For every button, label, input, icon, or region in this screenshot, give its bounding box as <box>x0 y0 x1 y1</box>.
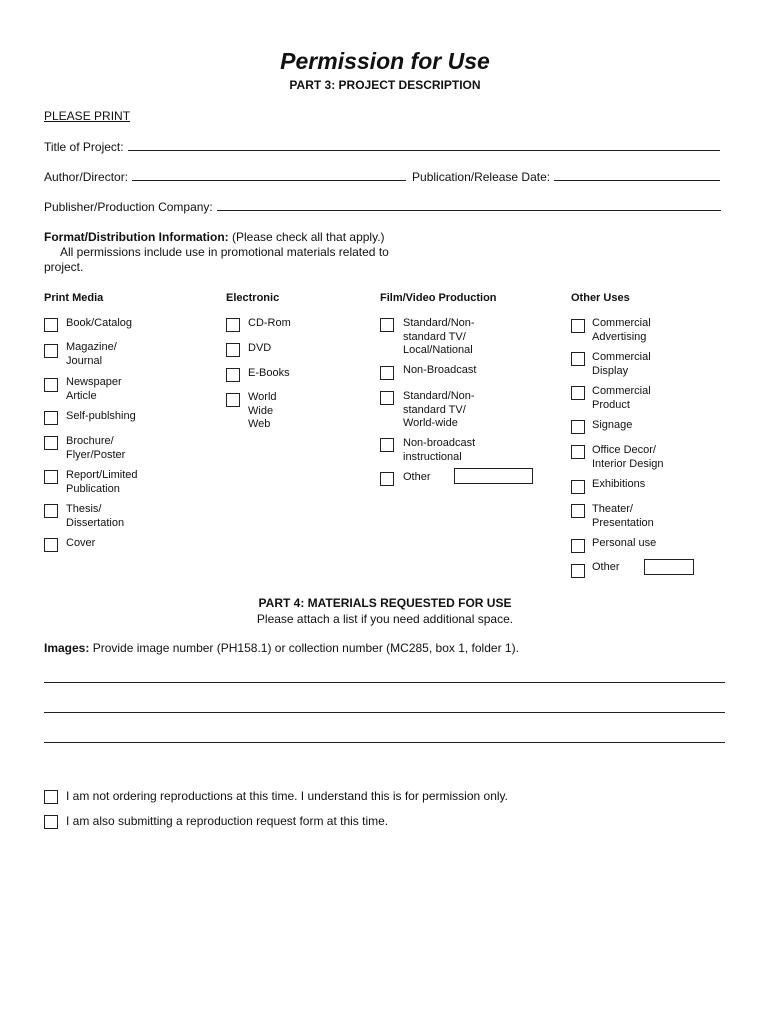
publisher-row <box>44 199 721 214</box>
checkbox-film-other[interactable] <box>380 472 394 486</box>
checkbox-newspaper-article[interactable] <box>44 378 58 392</box>
label-self-publishing: Self-publshing <box>66 410 136 422</box>
images-label: Images: <box>44 641 90 655</box>
label-non-broadcast-instructional: Non-broadcast instructional <box>403 437 476 463</box>
checkbox-magazine-journal[interactable] <box>44 344 58 358</box>
label-standard-tv-local: Standard/Non- standard TV/ Local/National <box>403 317 475 356</box>
materials-line-3[interactable] <box>44 742 725 743</box>
author-director-field[interactable] <box>132 169 406 181</box>
checkbox-exhibitions[interactable] <box>571 480 585 494</box>
checkbox-cd-rom[interactable] <box>226 318 240 332</box>
label-office-decor: Office Decor/ Interior Design <box>592 444 664 470</box>
format-distribution-block <box>44 230 404 275</box>
checkbox-other-uses-other[interactable] <box>571 564 585 578</box>
label-brochure-flyer-poster: Brochure/ Flyer/Poster <box>66 435 126 461</box>
label-not-ordering: I am not ordering reproductions at this time. I understand this is for permission only. <box>66 789 508 803</box>
label-commercial-advertising: Commercial Advertising <box>592 317 651 343</box>
label-theater-presentation: Theater/ Presentation <box>592 503 654 529</box>
checkbox-dvd[interactable] <box>226 343 240 357</box>
label-exhibitions: Exhibitions <box>592 478 646 490</box>
label-e-books: E-Books <box>248 367 290 379</box>
label-other-uses-other: Other <box>592 561 620 573</box>
materials-line-2[interactable] <box>44 712 725 713</box>
release-date-field[interactable] <box>554 169 720 181</box>
format-instruction: (Please check all that apply.) <box>232 230 385 244</box>
materials-line-1[interactable] <box>44 682 725 683</box>
checkbox-self-publishing[interactable] <box>44 411 58 425</box>
label-thesis-dissertation: Thesis/ Dissertation <box>66 503 125 529</box>
publisher-field[interactable] <box>217 199 721 211</box>
checkbox-commercial-product[interactable] <box>571 386 585 400</box>
checkbox-commercial-advertising[interactable] <box>571 319 585 333</box>
title-of-project-label: Title of Project: <box>44 140 124 154</box>
label-signage: Signage <box>592 419 633 431</box>
checkbox-thesis-dissertation[interactable] <box>44 504 58 518</box>
checkbox-commercial-display[interactable] <box>571 352 585 366</box>
author-director-row <box>44 169 720 184</box>
label-also-submitting: I am also submitting a reproduction request form at this time. <box>66 814 389 828</box>
label-magazine-journal: Magazine/ Journal <box>66 341 117 367</box>
label-newspaper-article: Newspaper Article <box>66 376 122 402</box>
checkbox-report-publication[interactable] <box>44 470 58 484</box>
checkbox-standard-tv-worldwide[interactable] <box>380 391 394 405</box>
electronic-heading: Electronic <box>226 292 280 304</box>
publisher-label: Publisher/Production Company: <box>44 200 213 214</box>
images-instruction <box>44 641 519 655</box>
checkbox-not-ordering[interactable] <box>44 790 58 804</box>
label-non-broadcast: Non-Broadcast <box>403 364 477 376</box>
part4-instruction: Please attach a list if you need additional space. <box>256 612 514 626</box>
label-standard-tv-worldwide: Standard/Non- standard TV/ World-wide <box>403 390 475 429</box>
checkbox-world-wide-web[interactable] <box>226 393 240 407</box>
label-cover: Cover <box>66 537 96 549</box>
label-commercial-display: Commercial Display <box>592 351 651 377</box>
checkbox-non-broadcast-instructional[interactable] <box>380 438 394 452</box>
label-report-publication: Report/Limited Publication <box>66 469 138 495</box>
section-title-part3: PART 3: PROJECT DESCRIPTION <box>289 78 481 92</box>
print-media-heading: Print Media <box>44 292 104 304</box>
section-title-part4: PART 4: MATERIALS REQUESTED FOR USE <box>258 596 512 610</box>
label-cd-rom: CD-Rom <box>248 317 291 329</box>
checkbox-also-submitting[interactable] <box>44 815 58 829</box>
label-commercial-product: Commercial Product <box>592 385 651 411</box>
label-film-other: Other <box>403 471 431 483</box>
checkbox-e-books[interactable] <box>226 368 240 382</box>
release-date-label: Publication/Release Date: <box>412 170 551 184</box>
checkbox-office-decor[interactable] <box>571 445 585 459</box>
format-note: All permissions include use in promotional materials related to project. <box>44 245 389 274</box>
other-uses-heading: Other Uses <box>571 292 630 304</box>
label-world-wide-web: World Wide Web <box>248 391 277 430</box>
checkbox-book-catalog[interactable] <box>44 318 58 332</box>
please-print-label: PLEASE PRINT <box>44 109 131 123</box>
checkbox-cover[interactable] <box>44 538 58 552</box>
film-video-heading: Film/Video Production <box>380 292 497 304</box>
title-of-project-row <box>44 139 720 154</box>
checkbox-brochure-flyer-poster[interactable] <box>44 436 58 450</box>
checkbox-non-broadcast[interactable] <box>380 366 394 380</box>
label-personal-use: Personal use <box>592 537 657 549</box>
checkbox-personal-use[interactable] <box>571 539 585 553</box>
label-book-catalog: Book/Catalog <box>66 317 133 329</box>
other-uses-other-input[interactable] <box>644 559 694 575</box>
checkbox-signage[interactable] <box>571 420 585 434</box>
label-dvd: DVD <box>248 342 272 354</box>
images-text: Provide image number (PH158.1) or collection number (MC285, box 1, folder 1). <box>92 641 519 655</box>
document-title: Permission for Use <box>280 48 490 74</box>
author-director-label: Author/Director: <box>44 170 129 184</box>
title-of-project-field[interactable] <box>128 139 720 151</box>
checkbox-standard-tv-local[interactable] <box>380 318 394 332</box>
checkbox-theater-presentation[interactable] <box>571 504 585 518</box>
format-heading: Format/Distribution Information: <box>44 230 229 244</box>
film-other-input[interactable] <box>454 468 533 484</box>
